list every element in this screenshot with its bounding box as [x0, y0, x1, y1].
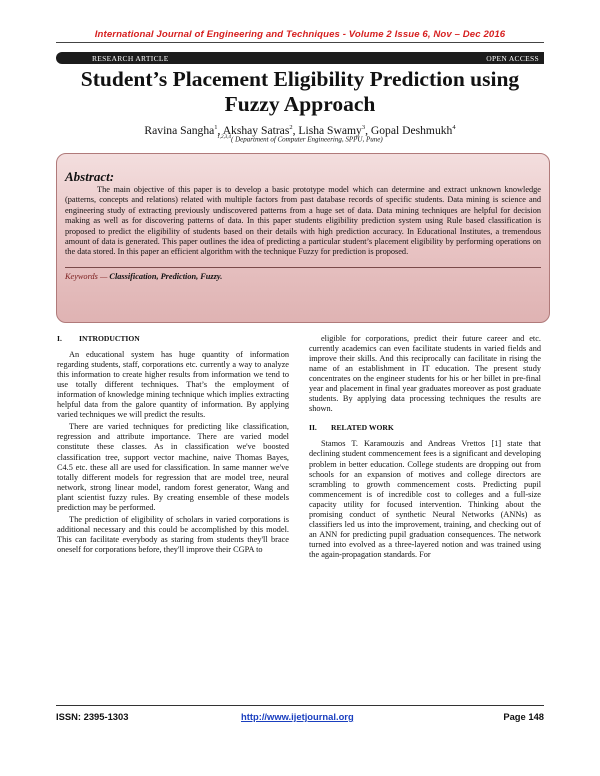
footer-divider: [56, 705, 544, 706]
author-sup: 4: [452, 124, 456, 131]
paper-title: [60, 67, 540, 117]
intro-paragraph-2: There are varied techniques for predicting like classification, regression and attribute importance. There are varied model constitute these classes. As in classification we've boosted classification tree, support vector machine, naive Thomas Bayes, C4.5 etc. these all are used for classification. In same manner we've totally different models for regression that are model tree, neural network, strong linear model, random forest generator, Wang and plant scientist fuzzy rules. By creating ensemble of these models prediction may be performed.: [57, 422, 289, 512]
intro-paragraph-1: An educational system has huge quantity of information regarding students, staff, corporations etc. currently a way to analyze this information to create higher results from information we tend to use totally different techniques. That’s the employment of information of knowledge mining technique which implies extracting helpful data from the galore quantity of information. By applying varied techniques we will predict the results.: [57, 350, 289, 420]
author-name: Ravina Sangha: [144, 123, 215, 137]
affiliation-text: ( Department of Computer Engineering, SPPU, Pune): [231, 135, 383, 144]
abstract-text: The main objective of this paper is to develop a basic prototype model which can determine and extract unknown knowledge (patterns, concepts and relations) related with multiple factors from past database records of specific students. Data mining is science and engineering study of extracting previously undiscovered patterns from a huge set of data. Data mining techniques are helpful for decision making as well as for discovering patterns of data. In this paper students eligibility prediction system using Rule based classification is proposed to predict the eligibility of students based on their details with high prediction accuracy. In Educational Institutes, a tremendous amount of data is generated. This paper outlines the idea of predicting a particular student’s placement eligibility by performing operations on the data stored. In this paper an efficient algorithm with the technique Fuzzy for prediction is proposed.: [65, 185, 541, 257]
page-footer: [56, 711, 544, 723]
author-name: Akshay Satras: [222, 123, 290, 137]
author-sup: 3: [361, 124, 366, 131]
article-banner: [70, 52, 544, 64]
keywords-separator: —: [97, 271, 110, 281]
header-divider: [56, 42, 544, 43]
abstract-heading: Abstract:: [65, 169, 115, 184]
footer-page-number: Page 148: [503, 711, 544, 722]
title-line-1: Student’s Placement Eligibility Prediction using: [80, 67, 520, 91]
section-number: I.: [57, 334, 62, 343]
left-column: [57, 334, 289, 555]
right-column: [309, 334, 541, 560]
author-list: Ravina Sangha$^1$, Akshay Satras$^2$, Lisha Swamy$^3$, Gopal Deshmukh$^4$: [144, 123, 456, 137]
banner-open-access: OPEN ACCESS: [486, 53, 539, 63]
title-line-2: Fuzzy Approach: [224, 92, 376, 116]
author-name: Gopal Deshmukh: [370, 123, 453, 137]
author-sup: 2: [289, 124, 293, 131]
author-sup: 1: [214, 124, 218, 131]
affiliation: [60, 135, 540, 143]
keywords-list: Classification, Prediction, Fuzzy.: [109, 271, 223, 281]
author-name: Lisha Swamy: [298, 123, 362, 137]
keywords-label: Keywords: [65, 271, 98, 281]
footer-journal-link[interactable]: http://www.ijetjournal.org: [241, 711, 354, 722]
related-work-paragraph-1: Stamos T. Karamouzis and Andreas Vrettos [1] state that declining student commencement fees is a significant and developing problem in better education. College students are dropping out from schools for an expansion of motives and college directors are scrambling to growth commencement costs. Predicting pupil commencement is of incredible cost to colleges and a full-size capacity utility for focused intervention. Thinking about the promising conduct of synthetic Neural Networks (ANNs) as classifiers led us into the improvement, training, and checking out of an ANN for predicting pupil graduation consequences. The network turned into evolved as a three-layered notion and was trained using the again-propagation standards. For: [309, 439, 541, 559]
affiliation-sup: 1,2,3,4: [217, 135, 232, 140]
abstract-divider: [65, 267, 541, 268]
section-heading-related-work: [309, 423, 541, 433]
journal-header: International Journal of Engineering and Techniques - Volume 2 Issue 6, Nov – Dec 2016: [94, 29, 506, 40]
section-title: RELATED WORK: [331, 423, 394, 433]
keywords-line: [65, 272, 541, 281]
section-title: INTRODUCTION: [79, 334, 140, 343]
section-number: II.: [309, 423, 317, 433]
footer-issn: ISSN: 2395-1303: [56, 711, 129, 722]
intro-paragraph-3-continued: eligible for corporations, predict their future career and etc. currently academics can even facilitate students in varied fields and improve their skills. And this reciprocally can facilitate in rising the name of an establishment in IT education. The present study concentrates on the engineer students for his or her billet in pre-final year and placement in final year graduates moreover as post graduate students. By applying data processing techniques the results are shown.: [309, 334, 541, 414]
section-heading-introduction: [57, 334, 289, 344]
banner-research-article: RESEARCH ARTICLE: [92, 53, 169, 63]
intro-paragraph-3: The prediction of eligibility of scholars in varied corporations is additional necessary and this could be accomplished by this model. This can facilitate everybody as staring from students they'll brace oneself for corporations before, they'll improve their CGPA to: [57, 514, 289, 554]
abstract-box: [56, 153, 550, 323]
